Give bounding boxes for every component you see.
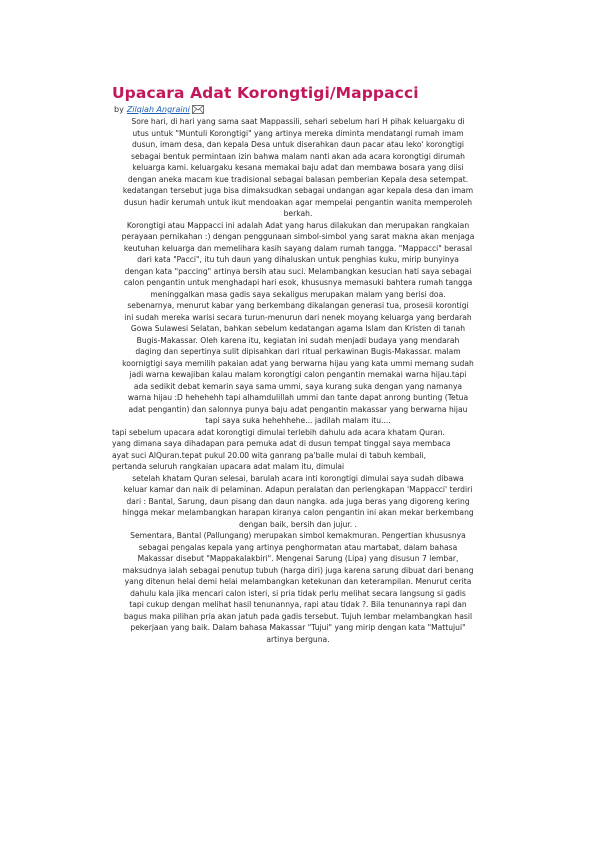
paragraph-line: keutuhan keluarga dan memelihara kasih sayang dalam rumah tangga. "Mappacci" berasal	[123, 243, 473, 253]
mail-icon[interactable]	[192, 105, 204, 114]
paragraph-line: adat pengantin) dan salonnya punya baju adat pengantin makassar yang berwarna hijau	[128, 404, 468, 414]
paragraph-line: ada sedikit debat kemarin saya sama ummi, saya kurang suka dengan yang namanya	[133, 381, 463, 391]
paragraph-line: keluar kamar dan naik di pelaminan. Adapun peralatan dan perlengkapan 'Mappacci' terdiri	[123, 485, 473, 494]
by-label: by	[114, 105, 124, 114]
paragraph-line: berkah.	[283, 209, 313, 218]
paragraph-line: jadi warna kewajiban kalau malam korongtigi calon pengantin memakai warna hijau.tapi	[129, 370, 467, 379]
article	[112, 84, 484, 645]
author-link[interactable]: Zilqiah Angraini	[126, 105, 190, 114]
paragraph-line: maksudnya ialah sebagai penutup tubuh (harga diri) juga karena sarung dibuat dari benang	[122, 565, 474, 575]
paragraph	[112, 473, 484, 531]
paragraph-line: dengan baik, bersih dan jujur. .	[239, 519, 357, 529]
byline	[114, 104, 484, 116]
article-title: Upacara Adat Korongtigi/Mappacci	[112, 84, 419, 102]
paragraph-line: kedatangan tersebut juga bisa dimaksudkan sebagai undangan agar kepala desa dan imam	[122, 186, 474, 195]
paragraph-line: Sore hari, di hari yang sama saat Mappassili, sehari sebelum hari H pihak keluargaku di	[131, 117, 465, 126]
paragraph-line: dengan aneka macam kue tradisional sebagai balasan pemberian Kepala desa setempat.	[127, 174, 469, 184]
paragraph-line: calon pengantin untuk menghadapi hari esok, khususnya memasuki bahtera rumah tangga	[123, 278, 473, 287]
paragraph-line: Makassar disebut "Mappakalakbiri". Mengenai Sarung (Lipa) yang disusun 7 lembar,	[137, 554, 459, 563]
paragraph-line: dari : Bantal, Sarung, daun pisang dan daun nangka. ada juga beras yang digoreng kering	[126, 496, 470, 506]
paragraph-line: yang ditenun helai demi helai melambangkan ketekunan dan keterampilan. Menurut cerita	[124, 577, 472, 586]
paragraph-line: sebenarnya, menurut kabar yang berkembang dikalangan generasi tua, prosesii korontigi	[127, 301, 469, 310]
paragraph-line: ayat suci AlQuran.tepat pukul 20.00 wita ganrang pa'balle mulai di tabuh kembali,	[112, 450, 427, 460]
paragraph-line: setelah khatam Quran selesai, barulah acara inti korongtigi dimulai saya sudah dibawa	[132, 473, 464, 483]
paragraph	[112, 427, 484, 473]
paragraph-line: tapi sebelum upacara adat korongtigi dimulai terlebih dahulu ada acara khatam Quran.	[112, 427, 445, 437]
paragraph-line: dusun, imam desa, dan kepala Desa untuk diserahkan daun pacar atau leko' korongtigi	[131, 140, 465, 149]
paragraph-line: daging dan sepertinya sulit dipisahkan dari ritual perkawinan Bugis-Makassar. malam	[135, 347, 461, 356]
paragraph	[112, 116, 484, 220]
paragraph-line: dengan kata "paccing" artinya bersih atau suci. Melambangkan kesucian hati saya sebagai	[124, 266, 472, 276]
paragraph-line: koornigtigi saya memilih pakaian adat yang berwarna hijau yang kata ummi memang sudah	[122, 358, 474, 368]
paragraph-line: dusun hadir kerumah untuk ikut mendoakan agar mempelai pengantin wanita memperoleh	[123, 197, 473, 207]
paragraph-line: perayaan pernikahan :) dengan penggunaan simbol-simbol yang sarat makna akan menjaga	[121, 232, 475, 241]
paragraph-line: tapi saya suka hehehhehe... jadilah malam itu....	[205, 416, 391, 425]
paragraph-line: Sementara, Bantal (Pallungang) merupakan simbol kemakmuran. Pengertian khususnya	[130, 531, 466, 540]
paragraph-line: bagus maka pilihan pria akan jatuh pada gadis tersebut. Tujuh lembar melambangkan hasil	[123, 611, 473, 621]
paragraph-line: Gowa Sulawesi Selatan, bahkan sebelum kedatangan agama Islam dan Kristen di tanah	[130, 324, 466, 333]
paragraph-line: artinya berguna.	[266, 634, 330, 644]
paragraph-line: pekerjaan yang baik. Dalam bahasa Makassar "Tujui" yang mirip dengan kata "Mattujui"	[130, 623, 466, 632]
paragraph-line: tapi cukup dengan melihat hasil tenunannya, rapi atau tidak ?. Bila tenunannya rapi dan	[129, 600, 467, 609]
paragraph-line: dari kata "Pacci", itu tuh daun yang dihaluskan untuk penghias kuku, mirip bunyinya	[137, 255, 459, 264]
paragraph-line: yang dimana saya dihadapan para pemuka adat di dusun tempat tinggal saya membaca	[112, 439, 451, 448]
paragraph-line: ini sudah mereka warisi secara turun-menurun dari nenek moyang keluarga yang berdarah	[124, 312, 472, 322]
paragraph-line: dahulu kala jika mencari calon isteri, si pria tidak perlu melihat secara langsung si gadis	[130, 588, 466, 598]
paragraph	[112, 220, 484, 427]
paragraph-line: Bugis-Makassar. Oleh karena itu, kegiatan ini sudah menjadi budaya yang mendarah	[136, 335, 460, 345]
paragraph-line: warna hijau :D hehehehh tapi alhamdulillah ummi dan tante dapat anrong bunting (Tetua	[127, 393, 469, 402]
paragraph-line: meninggalkan masa gadis saya sekaligus merupakan malam yang berisi doa.	[150, 289, 446, 299]
paragraph-line: hingga mekar melambangkan harapan kiranya calon pengantin ini akan mekar berkembang	[122, 508, 474, 517]
paragraph-line: sebagai pengalas kepala yang artinya penghormatan atau martabat, dalam bahasa	[138, 542, 458, 552]
article-body	[112, 116, 484, 645]
paragraph-line: utus untuk "Muntuli Korongtigi" yang artinya mereka diminta mendatangi rumah imam	[132, 128, 464, 138]
paragraph-line: Korongtigi atau Mappacci ini adalah Adat yang harus dilakukan dan merupakan rangkaian	[126, 220, 470, 230]
paragraph-line: pertanda seluruh rangkaian upacara adat malam itu, dimulai	[112, 462, 345, 471]
paragraph	[112, 530, 484, 645]
paragraph-line: sebagai bentuk permintaan izin bahwa malam nanti akan ada acara korongtigi dirumah	[131, 151, 465, 161]
paragraph-line: keluarga kami. keluargaku kesana memakai baju adat dan membawa bosara yang diisi	[132, 163, 464, 172]
